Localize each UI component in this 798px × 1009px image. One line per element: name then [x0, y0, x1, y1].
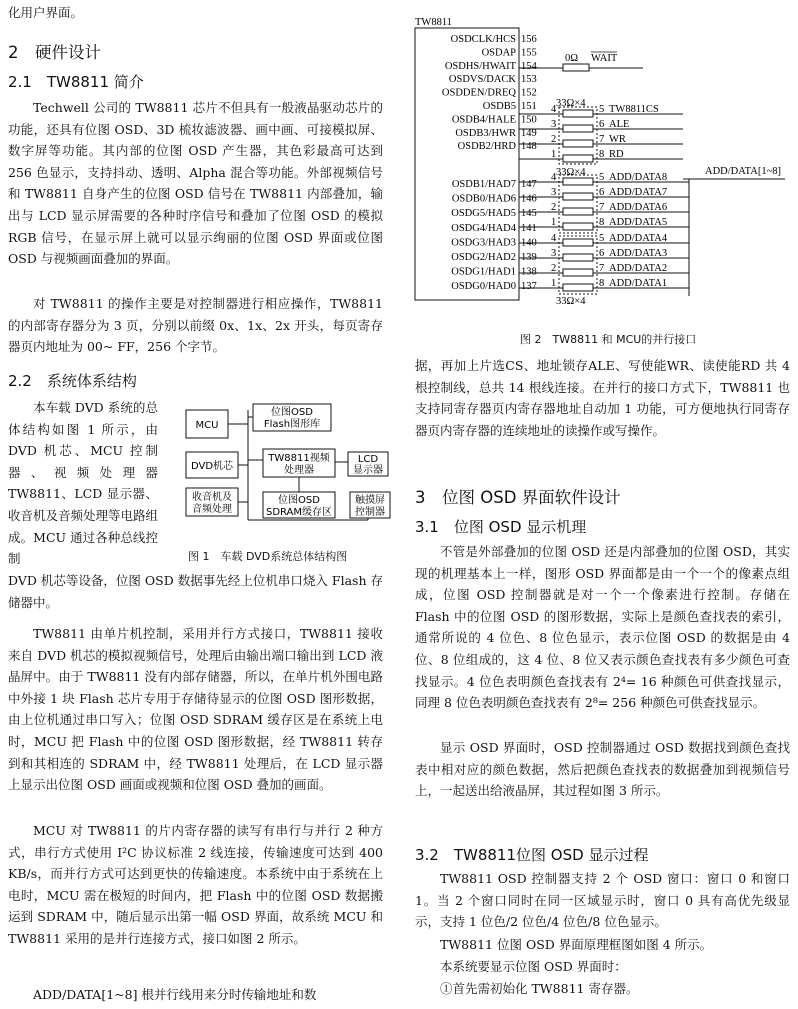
fig2-rpack-pin-right: 8 — [599, 278, 605, 289]
fig2-data-label: ADD/DATA6 — [609, 202, 668, 213]
fig2-pin-number: 148 — [521, 141, 537, 153]
fig2-rpack-pin-left: 4 — [551, 233, 557, 244]
fig2-pin-number: 153 — [521, 74, 537, 86]
fig2-rpack-pin-left: 3 — [551, 119, 557, 130]
fig2-rpack-pin-right: 5 — [599, 233, 605, 244]
fig1-sdram-line2: SDRAM缓存区 — [265, 507, 333, 518]
fig2-pin-number: 145 — [521, 208, 537, 220]
fig2-data-label: ADD/DATA8 — [609, 172, 668, 183]
paragraph-osd-windows: TW8811 OSD 控制器支持 2 个 OSD 窗口：窗口 0 和窗口 1。当 2 个窗口同时在同一区域显示时，窗口 0 具有高优先级显示，支持 1 位色/2 位色/4 位色/8 位色显示。 — [415, 871, 790, 930]
figure-2-caption: 图 2 TW8811 和 MCU的并行接口 — [520, 333, 697, 346]
section-3-2-heading: 3.2 TW8811位图 OSD 显示过程 — [415, 846, 649, 864]
paragraph-tw8811-control: TW8811 由单片机控制，采用并行方式接口，TW8811 接收来自 DVD 机芯的模拟视频信号，处理后由输出端口输出到 LCD 液晶屏中。由于 TW8811 没有内部存储器，所以，在单片机外围电路中外接 1 块 Flash 芯片专用于存储待显示的位图 OSD 图形数据，由上位机通过串口写入；位图 OSD SDRAM 缓存区是在系统上电时，MCU 把 Flash 中的位图 OSD 图形数据，经 TW8811 转存到和其相连的 SDRAM 中，经 TW8811 处理后，在 LCD 显示器上显示出位图 OSD 画面或视频和位图 OSD 叠加的画面。 — [8, 626, 383, 793]
fig1-tw8811-line2: 处理器 — [284, 465, 314, 476]
fig2-pin-name: OSDG3/HAD3 — [451, 237, 516, 249]
fig2-pin-name: OSDB5 — [482, 101, 516, 112]
paragraph-osd-mechanism: 不管是外部叠加的位图 OSD 还是内部叠加的位图 OSD，其实现的机理基本上一样，图形 OSD 界面都是由一个一个的像素点组成，位图 OSD 控制器就是对一个一个像素进行控制。存储在 Flash 中的位图 OSD 的图形数据，实际上是颜色查找表的索引，通常所说的 4 位色、8 位色显示，表示位图 OSD 的数据是由 4 位、8 位组成的，这 4 位、8 位又表示颜色查找表有多少颜色可查找显示。4 位色表明颜色查找表有 2⁴= 16 种颜色可供查找显示，同理 8 位色表明颜色查找表有 2⁸= 256 种颜色可供查找显示。 — [415, 544, 790, 711]
fig2-rpack-pin-left: 1 — [551, 278, 557, 289]
paragraph-registers: 对 TW8811 的操作主要是对控制器进行相应操作，TW8811 的内部寄存器分为 3 页，分别以前缀 0x、1x、2x 开头，每页寄存器页内地址为 00~ FF，256 个字节。 — [8, 296, 383, 355]
fig2-rpack-pin-left: 4 — [551, 104, 557, 115]
figure-1-caption: 图 1 车载 DVD系统总体结构图 — [188, 550, 348, 563]
fig2-rpack-pin-right: 7 — [599, 202, 605, 213]
fig2-pin-number: 156 — [521, 34, 537, 45]
fig2-pin-name: OSDDEN/DREQ — [441, 87, 516, 99]
paragraph-fig4-ref: TW8811 位图 OSD 界面原理框图如图 4 所示。 — [440, 937, 713, 952]
fig2-wait-label: WAIT — [591, 53, 618, 64]
paragraph-tw8811-intro: Techwell 公司的 TW8811 芯片不但具有一般液晶驱动芯片的功能，还具有位图 OSD、3D 梳妆滤波器、画中画、可接模拟屏、数字屏等功能。其内部的位图 OSD 产生器，其色彩最高可达到 256 色显示，支持抖动、透明、Alpha 混合等功能。外部视频信号和 TW8811 自身产生的位图 OSD 信号在 TW8811 内部叠加，输出与 LCD 显示屏需要的各种时序信号和叠加了位图 OSD 的模拟 RGB 信号，在显示屏上就可以显示绚丽的位图 OSD 界面或位图 OSD 与视频画面叠加的界面。 — [8, 100, 383, 267]
paragraph-osd-display: 显示 OSD 界面时，OSD 控制器通过 OSD 数据找到颜色查找表中相对应的颜色数据，然后把颜色查找表的数据叠加到视频信号上，一起送出给液晶屏，其过程如图 3 所示。 — [415, 740, 790, 799]
fig2-data-label: ADD/DATA7 — [609, 187, 668, 198]
fig2-ctrl-label: ALE — [609, 119, 630, 130]
fig2-rpack-pin-right: 8 — [599, 149, 605, 160]
fig1-tw8811-line1: TW8811视频 — [268, 453, 330, 464]
fig2-pin-number: 152 — [521, 87, 537, 99]
paragraph-interface: MCU 对 TW8811 的片内寄存器的读写有串行与并行 2 种方式，串行方式使用 I²C 协议标准 2 线连接，传输速度可达到 400 KB/s，而并行方式可达到更快的传输速度。本系统中由于系统在上电时，MCU 需在极短的时间内，把 Flash 中的位图 OSD 数据搬运到 SDRAM 中，随后显示出第一幅 OSD 界面，故系统 MCU 和 TW8811 采用的是并行连接方式，接口如图 2 所示。 — [8, 823, 383, 946]
fig2-pin-number: 151 — [521, 101, 537, 112]
fig2-pin-name: OSDB0/HAD6 — [451, 193, 516, 205]
fig2-bus-label: ADD/DATA[1~8] — [705, 166, 781, 177]
fig2-rpack-pin-left: 3 — [551, 187, 557, 198]
fig2-rpack-pin-left: 3 — [551, 248, 557, 259]
fig2-pin-number: 146 — [521, 193, 537, 205]
fig2-pin-name: OSDB4/HALE — [451, 114, 516, 126]
fig2-ctrl-label: WR — [609, 134, 626, 145]
fig1-flash-line1: 位图OSD — [271, 407, 313, 418]
fig2-pin-name: OSDG0/HAD0 — [451, 281, 516, 293]
fig1-touch-line1: 触摸屏 — [355, 495, 385, 506]
fig2-pin-name: OSDHS/HWAIT — [444, 60, 516, 72]
fig2-chip-title: TW8811 — [415, 17, 452, 28]
fig1-touch-line2: 控制器 — [355, 507, 385, 518]
fig2-pin-number: 155 — [521, 47, 537, 59]
fig2-pin-name: OSDB2/HRD — [457, 141, 516, 153]
fig2-rpack-pin-right: 5 — [599, 172, 605, 183]
fig2-rpack-pin-left: 2 — [551, 202, 557, 213]
fig1-mcu-label: MCU — [195, 420, 219, 431]
section-2-1-heading: 2.1 TW8811 简介 — [8, 73, 144, 91]
fig2-pin-name: OSDAP — [481, 47, 516, 59]
fig2-pin-name: OSDG2/HAD2 — [451, 252, 516, 263]
fig2-rpack-pin-right: 7 — [599, 134, 605, 145]
fig1-flash-line2: Flash图形库 — [263, 419, 321, 430]
fig2-rpack-pin-right: 6 — [599, 187, 605, 198]
fig2-rpack2-label: 33Ω×4 — [556, 167, 586, 178]
fig2-rpack-pin-right: 6 — [599, 119, 605, 130]
paragraph-system-steps: 本系统要显示位图 OSD 界面时： — [440, 959, 627, 974]
fig1-sdram-line1: 位图OSD — [278, 495, 320, 506]
fig2-rpack-pin-left: 4 — [551, 172, 557, 183]
fig2-ctrl-label: RD — [609, 149, 624, 160]
fig2-0ohm-label: 0Ω — [565, 53, 579, 64]
fig2-rpack-pin-left: 2 — [551, 134, 557, 145]
fig2-pin-number: 154 — [521, 60, 537, 72]
fig2-pin-name: OSDB1/HAD7 — [451, 179, 516, 190]
fig2-data-label: ADD/DATA2 — [609, 263, 668, 274]
fig2-rpack-pin-right: 6 — [599, 248, 605, 259]
section-3-heading: 3 位图 OSD 界面软件设计 — [415, 488, 621, 507]
paragraph-bus: ADD/DATA[1~8] 根并行线用来分时传输地址和数 — [33, 987, 317, 1002]
fig2-data-label: ADD/DATA3 — [609, 248, 668, 259]
fig2-pin-name: OSDG4/HAD4 — [451, 222, 516, 234]
fig2-pin-name: OSDCLK/HCS — [450, 34, 516, 45]
intro-line: 化用户界面。 — [8, 5, 84, 20]
fig2-pin-number: 141 — [521, 222, 537, 234]
paragraph-step-1: ①首先需初始化 TW8811 寄存器。 — [440, 981, 639, 996]
fig2-rpack-pin-right: 5 — [599, 104, 605, 115]
paragraph-control-lines: 据，再加上片选CS、地址锁存ALE、写使能WR、读使能RD 共 4 根控制线，总共 14 根线连接。在并行的接口方式下，TW8811 也支持同寄存器页内寄存器地址自动加 1 功能，可方便地执行同寄存器页内寄存器的连续地址的读操作或写操作。 — [415, 358, 790, 438]
fig2-rpack-pin-right: 8 — [599, 217, 605, 228]
fig2-pin-number: 140 — [521, 237, 537, 249]
section-2-heading: 2 硬件设计 — [8, 43, 101, 62]
fig1-radio-line2: 音频处理 — [192, 504, 232, 515]
fig2-rpack-pin-right: 7 — [599, 263, 605, 274]
fig2-pin-name: OSDG5/HAD5 — [451, 208, 516, 220]
fig2-pin-number: 150 — [521, 114, 537, 126]
figure-1-diagram — [178, 402, 393, 526]
fig2-pin-number: 149 — [521, 127, 537, 139]
section-2-2-heading: 2.2 系统体系结构 — [8, 372, 137, 390]
fig2-rpack1-label: 33Ω×4 — [556, 98, 586, 109]
figure-2-diagram — [413, 14, 788, 306]
fig1-lcd-line1: LCD — [357, 454, 379, 465]
paragraph-architecture-cont: DVD 机芯等设备，位图 OSD 数据事先经上位机串口烧入 Flash 存储器中。 — [8, 573, 383, 610]
fig2-pin-name: OSDB3/HWR — [455, 127, 516, 139]
fig1-dvd-label: DVD机芯 — [190, 461, 234, 472]
section-3-1-heading: 3.1 位图 OSD 显示机理 — [415, 518, 587, 536]
fig2-rpack3-label: 33Ω×4 — [556, 296, 586, 306]
fig1-radio-line1: 收音机及 — [192, 492, 232, 503]
fig2-pin-number: 147 — [521, 179, 537, 190]
fig1-lcd-line2: 显示器 — [353, 465, 383, 476]
fig2-rpack-pin-left: 1 — [551, 149, 557, 160]
paragraph-architecture: 本车载 DVD 系统的总体结构如图 1 所示，由 DVD 机芯、MCU 控制器、视频处理器 TW8811、LCD 显示器、收音机及音频处理等电路组成。MCU 通过各种总线控制 — [8, 400, 159, 567]
fig2-data-label: ADD/DATA5 — [609, 217, 668, 228]
fig2-pin-number: 138 — [521, 266, 537, 278]
fig2-data-label: ADD/DATA1 — [609, 278, 668, 289]
fig2-ctrl-label: TW8811CS — [609, 104, 659, 115]
fig2-pin-name: OSDG1/HAD1 — [451, 266, 516, 278]
fig2-rpack-pin-left: 2 — [551, 263, 557, 274]
fig2-pin-number: 137 — [521, 281, 537, 293]
fig2-pin-number: 139 — [521, 252, 537, 263]
fig2-data-label: ADD/DATA4 — [609, 233, 668, 244]
fig2-pin-name: OSDVS/DACK — [448, 74, 516, 86]
fig2-rpack-pin-left: 1 — [551, 217, 557, 228]
